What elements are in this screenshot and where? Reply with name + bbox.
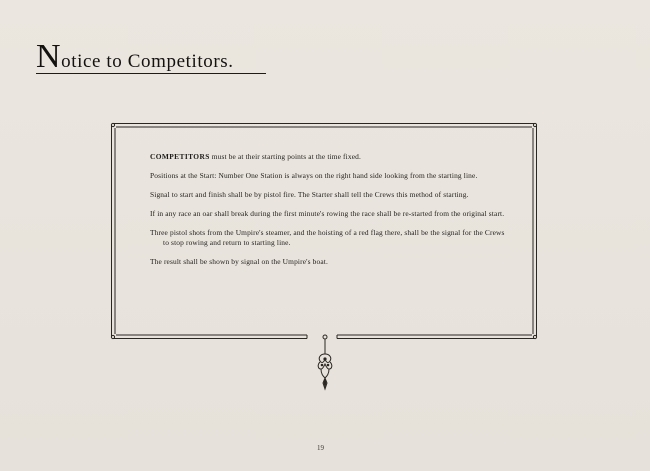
notice-text [150, 152, 506, 276]
title-initial: N [36, 38, 62, 75]
fleuron-pendant-icon [311, 334, 339, 392]
competitors-text: must be at their starting points at the time fixed. [209, 152, 361, 161]
title-underline [36, 73, 266, 74]
competitors-lead: COMPETITORS [150, 152, 210, 161]
page-title [36, 40, 234, 74]
rule-oar: If in any race an oar shall break during the first minute's rowing the race shall be re-started from the original start. [150, 209, 505, 218]
notice-frame [109, 121, 539, 341]
rule-signal: Signal to start and finish shall be by pistol fire. The Starter shall tell the Crews this method of starting. [150, 190, 469, 199]
title-text: otice to Competitors. [61, 51, 234, 72]
rule-pistol-shots: Three pistol shots from the Umpire's steamer, and the hoisting of a red flag there, shall be the signal for the Crews to stop rowing and return to starting line. [150, 228, 505, 247]
rule-positions: Positions at the Start: Number One Station is always on the right hand side looking from the starting line. [150, 171, 478, 180]
rule-competitors [150, 152, 506, 162]
page-number: 19 [317, 444, 324, 452]
rule-result: The result shall be shown by signal on the Umpire's boat. [150, 257, 328, 266]
